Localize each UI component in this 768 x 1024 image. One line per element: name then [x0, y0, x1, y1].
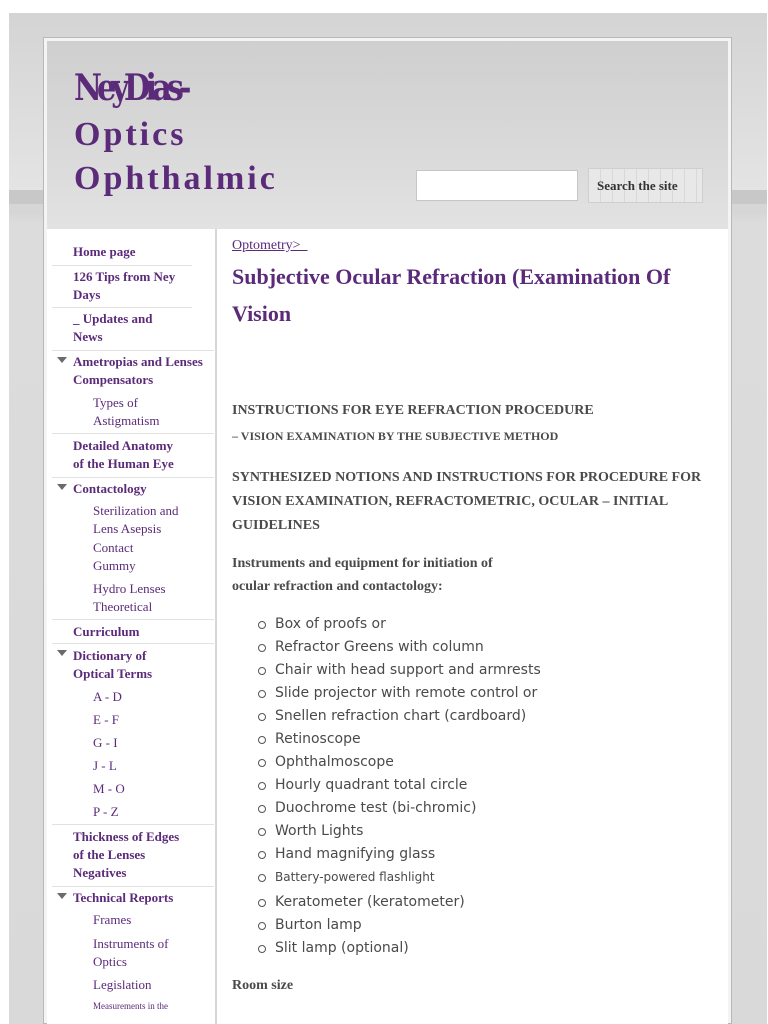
list-item: Ophthalmoscope — [258, 751, 541, 774]
list-item: Slide projector with remote control or — [258, 682, 541, 705]
sidebar-subitem-dict-p-z[interactable]: P - Z — [93, 804, 119, 819]
section-heading-instructions: INSTRUCTIONS FOR EYE REFRACTION PROCEDURE — [232, 403, 594, 418]
list-item: Battery-powered flashlight — [258, 866, 541, 891]
sidebar-subitem-dict-a-d[interactable]: A - D — [93, 689, 122, 704]
sidebar-subitem-hydro-lenses[interactable]: Hydro Lenses Theoretical — [93, 581, 166, 614]
expand-triangle-icon[interactable] — [57, 357, 67, 363]
sidebar-subitem-contact-gummy[interactable]: Contact Gummy — [93, 540, 136, 573]
breadcrumb[interactable]: Optometry> — [232, 238, 308, 253]
list-item: Worth Lights — [258, 820, 541, 843]
list-item: Snellen refraction chart (cardboard) — [258, 705, 541, 728]
sidebar-subitem-astigmatism[interactable]: Types of Astigmatism — [93, 395, 160, 428]
list-item: Retinoscope — [258, 728, 541, 751]
sidebar-item-dictionary[interactable] — [52, 643, 214, 683]
sidebar-subitem-dict-g-i[interactable]: G - I — [93, 735, 118, 750]
section-heading-synthesized: SYNTHESIZED NOTIONS AND INSTRUCTIONS FOR PROCEDURE FOR VISION EXAMINATION, REFRACTOMETRIC, OCULAR – INITIAL GUIDELINES — [232, 470, 702, 533]
section-subheading-method: – VISION EXAMINATION BY THE SUBJECTIVE METHOD — [232, 429, 559, 443]
sidebar-item-label: Thickness of Edges of the Lenses Negatives — [73, 829, 180, 880]
sidebar-item-home[interactable] — [52, 243, 214, 261]
sidebar-item-label: Home page — [73, 244, 136, 259]
section-heading-room-size: Room size — [232, 978, 294, 993]
sidebar-subitem-dict-m-o[interactable]: M - O — [93, 781, 125, 796]
sidebar-item-label: Dictionary of Optical Terms — [73, 648, 153, 681]
sidebar-item-technical[interactable] — [52, 886, 214, 907]
sidebar-item-updates[interactable] — [52, 307, 192, 346]
list-item: Box of proofs or — [258, 613, 541, 636]
sidebar-item-label: Contactology — [73, 481, 147, 496]
expand-triangle-icon[interactable] — [57, 893, 67, 899]
page-title: Subjective Ocular Refraction (Examination Of Vision — [232, 264, 671, 326]
list-item: Refractor Greens with column — [258, 636, 541, 659]
sidebar-item-ametropias[interactable] — [52, 350, 214, 389]
search-button[interactable]: Search the site — [588, 168, 703, 203]
site-title-line-optics: Optics — [74, 116, 187, 153]
list-item: Hourly quadrant total circle — [258, 774, 541, 797]
search-input[interactable] — [416, 170, 578, 201]
sidebar-item-contactology[interactable] — [52, 477, 214, 498]
sidebar-subitem-measurements[interactable]: Measurements in the — [93, 1001, 168, 1011]
section-heading-instruments: Instruments and equipment for initiation of ocular refraction and contactology: — [232, 556, 493, 594]
sidebar-item-label: Technical Reports — [73, 890, 174, 905]
list-item: Hand magnifying glass — [258, 843, 541, 866]
sidebar-item-label: _ Updates and News — [73, 311, 153, 344]
sidebar-subitem-sterilization[interactable]: Sterilization and Lens Asepsis — [93, 503, 179, 536]
expand-triangle-icon[interactable] — [57, 650, 67, 656]
sidebar-item-label: Ametropias and Lenses Compensators — [73, 354, 203, 387]
list-item: Burton lamp — [258, 914, 541, 937]
sidebar-subitem-dict-j-l[interactable]: J - L — [93, 758, 117, 773]
sidebar-subitem-frames[interactable]: Frames — [93, 912, 132, 927]
sidebar-item-label: Curriculum — [73, 624, 140, 639]
sidebar-item-tips[interactable] — [52, 265, 192, 304]
site-title-line-ophthalmic: Ophthalmic — [74, 160, 278, 197]
list-item: Slit lamp (optional) — [258, 937, 541, 960]
sidebar-item-curriculum[interactable] — [52, 619, 214, 641]
sidebar-subitem-instruments[interactable]: Instruments of Optics — [93, 936, 169, 969]
list-item: Duochrome test (bi-chromic) — [258, 797, 541, 820]
list-item: Keratometer (keratometer) — [258, 891, 541, 914]
sidebar-subitem-legislation[interactable]: Legislation — [93, 977, 152, 992]
site-logo[interactable]: NeyDias- — [74, 67, 187, 109]
equipment-list — [258, 613, 541, 960]
sidebar-item-label: 126 Tips from Ney Days — [73, 269, 176, 302]
sidebar-item-label: Detailed Anatomy of the Human Eye — [73, 438, 174, 471]
list-item: Chair with head support and armrests — [258, 659, 541, 682]
sidebar-item-anatomy[interactable] — [52, 433, 214, 473]
expand-triangle-icon[interactable] — [57, 484, 67, 490]
sidebar-subitem-dict-e-f[interactable]: E - F — [93, 712, 119, 727]
sidebar-item-thickness[interactable] — [52, 824, 214, 882]
